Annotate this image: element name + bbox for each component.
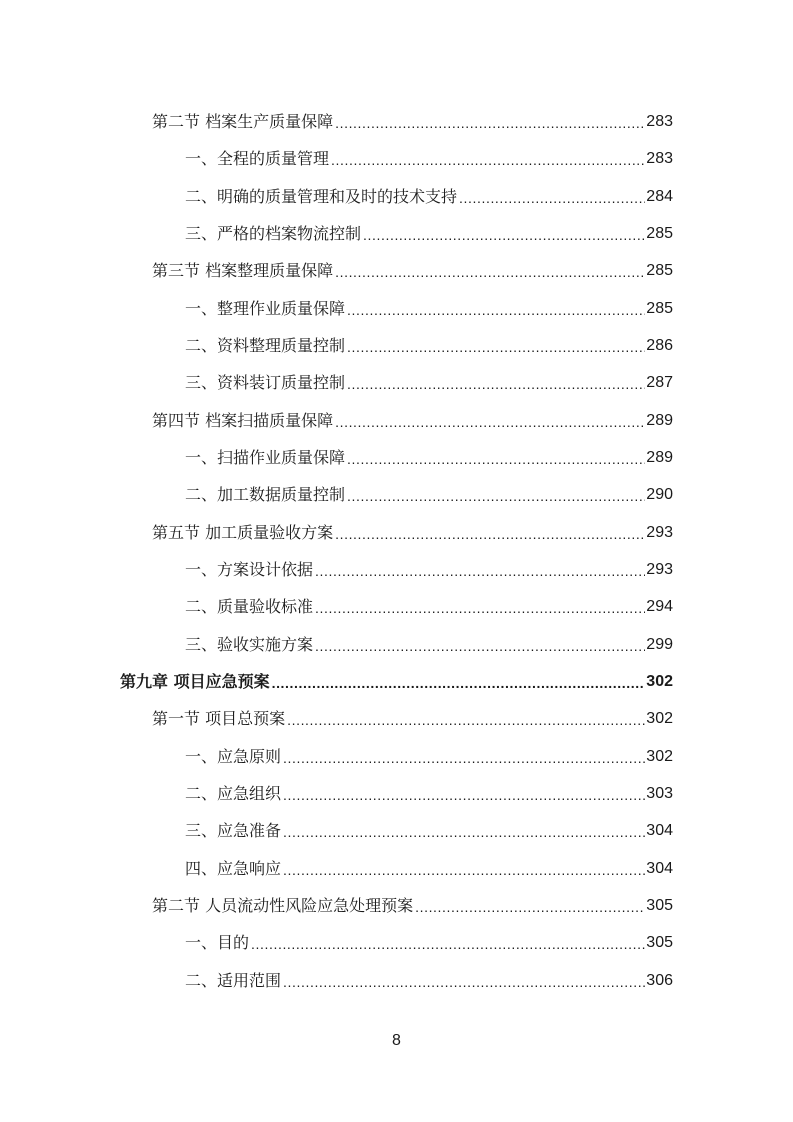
toc-entry-label: 四、应急响应 [185, 859, 282, 878]
toc-entry-label: 二、适用范围 [185, 971, 282, 990]
leader-dots [415, 898, 645, 916]
toc-entry-label: 一、目的 [185, 933, 250, 952]
toc-entry[interactable] [185, 929, 673, 953]
toc-entry[interactable] [185, 556, 673, 580]
toc-entry[interactable] [152, 257, 673, 281]
leader-dots [251, 935, 645, 953]
toc-entry-label: 二、质量验收标准 [185, 597, 314, 616]
toc-entry[interactable] [152, 705, 673, 729]
leader-dots [347, 338, 645, 356]
toc-entry-label: 第五节 加工质量验收方案 [152, 523, 334, 542]
toc-chapter-entry[interactable] [120, 668, 673, 692]
toc-entry-page: 294 [646, 598, 673, 615]
toc-entry[interactable] [185, 369, 673, 393]
toc-entry-label: 一、方案设计依据 [185, 560, 314, 579]
toc-entry-page: 299 [646, 636, 673, 653]
toc-entry-label: 一、应急原则 [185, 747, 282, 766]
toc-entry[interactable] [185, 183, 673, 207]
leader-dots [335, 263, 645, 281]
toc-entry-page: 283 [646, 113, 673, 130]
toc-entry-page: 305 [646, 897, 673, 914]
toc-entry-page: 285 [646, 262, 673, 279]
toc-entry[interactable] [185, 631, 673, 655]
toc-entry-page: 293 [646, 524, 673, 541]
leader-dots [283, 973, 645, 991]
toc-entry-page: 303 [646, 785, 673, 802]
leader-dots [283, 786, 645, 804]
toc-entry-page: 289 [646, 449, 673, 466]
toc-entry-page: 293 [646, 561, 673, 578]
toc-entry[interactable] [185, 332, 673, 356]
toc-entry-label: 一、全程的质量管理 [185, 149, 330, 168]
toc-entry-page: 302 [646, 673, 673, 690]
toc-entry-label: 三、资料装订质量控制 [185, 373, 346, 392]
toc-entry-label: 二、应急组织 [185, 784, 282, 803]
toc-entry-page: 286 [646, 337, 673, 354]
toc-entry-label: 一、扫描作业质量保障 [185, 448, 346, 467]
toc-entry-page: 304 [646, 860, 673, 877]
toc-entry[interactable] [152, 892, 673, 916]
leader-dots [335, 114, 645, 132]
toc-entry-label: 第四节 档案扫描质量保障 [152, 411, 334, 430]
toc-entry-page: 283 [646, 150, 673, 167]
toc-entry-page: 302 [646, 748, 673, 765]
toc-entry[interactable] [185, 855, 673, 879]
toc-entry[interactable] [152, 519, 673, 543]
leader-dots [287, 711, 645, 729]
page-number: 8 [392, 1032, 401, 1049]
toc-entry[interactable] [185, 593, 673, 617]
toc-entry[interactable] [185, 295, 673, 319]
leader-dots [335, 525, 645, 543]
toc-entry[interactable] [185, 481, 673, 505]
leader-dots [315, 637, 645, 655]
leader-dots [315, 562, 645, 580]
toc-entry-page: 290 [646, 486, 673, 503]
leader-dots [283, 749, 645, 767]
toc-entry-page: 289 [646, 412, 673, 429]
leader-dots [315, 599, 645, 617]
toc-entry-label: 一、整理作业质量保障 [185, 299, 346, 318]
leader-dots [459, 189, 645, 207]
toc-entry[interactable] [152, 108, 673, 132]
toc-entry-page: 285 [646, 300, 673, 317]
toc-entry[interactable] [185, 444, 673, 468]
toc-entry-page: 302 [646, 710, 673, 727]
toc-entry-label: 第二节 人员流动性风险应急处理预案 [152, 896, 414, 915]
toc-entry[interactable] [185, 220, 673, 244]
leader-dots [272, 674, 646, 692]
leader-dots [283, 861, 645, 879]
toc-entry[interactable] [185, 780, 673, 804]
leader-dots [363, 226, 645, 244]
toc-entry[interactable] [185, 145, 673, 169]
toc-entry-page: 287 [646, 374, 673, 391]
toc-entry-label: 三、应急准备 [185, 821, 282, 840]
toc-entry-label: 第九章 项目应急预案 [120, 672, 270, 691]
leader-dots [347, 487, 645, 505]
leader-dots [347, 301, 645, 319]
toc-entry-label: 二、明确的质量管理和及时的技术支持 [185, 187, 458, 206]
toc-entry-label: 二、加工数据质量控制 [185, 485, 346, 504]
toc-entry-label: 第一节 项目总预案 [152, 709, 286, 728]
leader-dots [335, 413, 645, 431]
toc-entry-label: 二、资料整理质量控制 [185, 336, 346, 355]
toc-entry[interactable] [185, 967, 673, 991]
leader-dots [347, 450, 645, 468]
toc-entry-page: 284 [646, 188, 673, 205]
toc-entry-page: 306 [646, 972, 673, 989]
toc-entry-page: 285 [646, 225, 673, 242]
toc-entry-page: 304 [646, 822, 673, 839]
toc-entry[interactable] [152, 407, 673, 431]
leader-dots [283, 823, 645, 841]
toc-entry-label: 三、严格的档案物流控制 [185, 224, 362, 243]
toc-entry-label: 第二节 档案生产质量保障 [152, 112, 334, 131]
leader-dots [347, 375, 645, 393]
toc-entry[interactable] [185, 743, 673, 767]
toc-entry-page: 305 [646, 934, 673, 951]
toc-entry[interactable] [185, 817, 673, 841]
leader-dots [331, 151, 645, 169]
toc-entry-label: 第三节 档案整理质量保障 [152, 261, 334, 280]
toc-entry-label: 三、验收实施方案 [185, 635, 314, 654]
